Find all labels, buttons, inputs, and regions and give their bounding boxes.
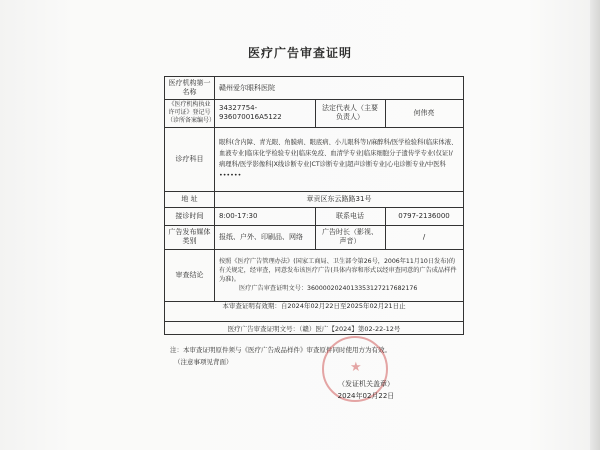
note-line: 注：本审查证明原件须与《医疗广告成品样件》审查原件同时使用方为有效。 bbox=[170, 346, 391, 354]
certificate-form bbox=[164, 76, 464, 322]
note-line: （注意事项见背面） bbox=[174, 358, 233, 366]
conclusion-block bbox=[215, 249, 463, 301]
tel-value: 0797-2136000 bbox=[398, 211, 450, 220]
institution-value: 赣州爱尔眼科医院 bbox=[219, 83, 275, 92]
row-media bbox=[165, 225, 463, 250]
row-hours bbox=[165, 207, 463, 226]
license-value: 34327754-936070016A5122 bbox=[219, 104, 282, 121]
row-address bbox=[165, 191, 463, 208]
hours-value: 8:00-17:30 bbox=[219, 211, 258, 220]
signature-block bbox=[326, 378, 406, 402]
license-label: 《医疗机构执业许可证》登记号（诊所备案编号） bbox=[165, 99, 215, 127]
subjects-value: 眼科(含内障、青光眼、角膜病、眼底病、小儿眼科等)/麻醉科/医学检验科(临床体液、血液专业|临床化学检验专业|临床免疫、血清学专业|临床细胞分子遗传学专业(仅证)/病理科/医学影像科|X线诊断专业|CT诊断专业|超声诊断专业|心电诊断专业/中医科•••••• bbox=[219, 139, 458, 179]
address-value: 章贡区东云路路31号 bbox=[306, 194, 372, 203]
subjects-label: 诊疗科目 bbox=[165, 127, 215, 191]
conclusion-label: 审查结论 bbox=[165, 249, 215, 301]
hours-label: 接诊时间 bbox=[165, 207, 215, 225]
length-label: 广告时长（影视、声音） bbox=[322, 228, 378, 245]
seal-star-icon: ★ bbox=[350, 360, 362, 375]
address-label: 地 址 bbox=[165, 191, 215, 207]
row-license bbox=[165, 99, 463, 128]
rep-label: 法定代表人（主要负责人） bbox=[322, 104, 378, 121]
conclusion-text: 按照《医疗广告管理办法》(国家工商局、卫生部令第26号，2006年11月10日发布)的有关规定，经审查，同意发布该医疗广告(具体内容和形式以经审查同意的广告成品样件为准)。 bbox=[219, 258, 457, 283]
media-label: 广告发布媒体类别 bbox=[165, 225, 215, 249]
row-conclusion bbox=[165, 249, 463, 302]
page-edge bbox=[590, 0, 600, 450]
row-subjects bbox=[165, 127, 463, 192]
tel-label: 联系电话 bbox=[336, 211, 364, 220]
issuer-text: （发证机关盖章） bbox=[338, 380, 394, 388]
length-value: / bbox=[422, 232, 426, 241]
rep-value: 何伟亮 bbox=[413, 108, 435, 117]
media-value: 报纸、户外、印刷品、网络 bbox=[219, 232, 303, 241]
row-institution bbox=[165, 77, 463, 100]
row-validity bbox=[165, 301, 463, 311]
document-title: 医疗广告审查证明 bbox=[247, 46, 352, 60]
conclusion-code: 医疗广告审查证明文号：3600002024013353127217682176 bbox=[239, 285, 418, 292]
institution-label: 医疗机构第一名称 bbox=[165, 77, 215, 99]
doc-number: 医疗广告审查证明文号：（赣）医广【2024】第02-22-12号 bbox=[164, 322, 464, 335]
issue-date: 2024年02月22日 bbox=[337, 392, 395, 400]
validity-text: 本审查证明有效期：自2024年02月22日至2025年02月21日止 bbox=[222, 301, 406, 310]
